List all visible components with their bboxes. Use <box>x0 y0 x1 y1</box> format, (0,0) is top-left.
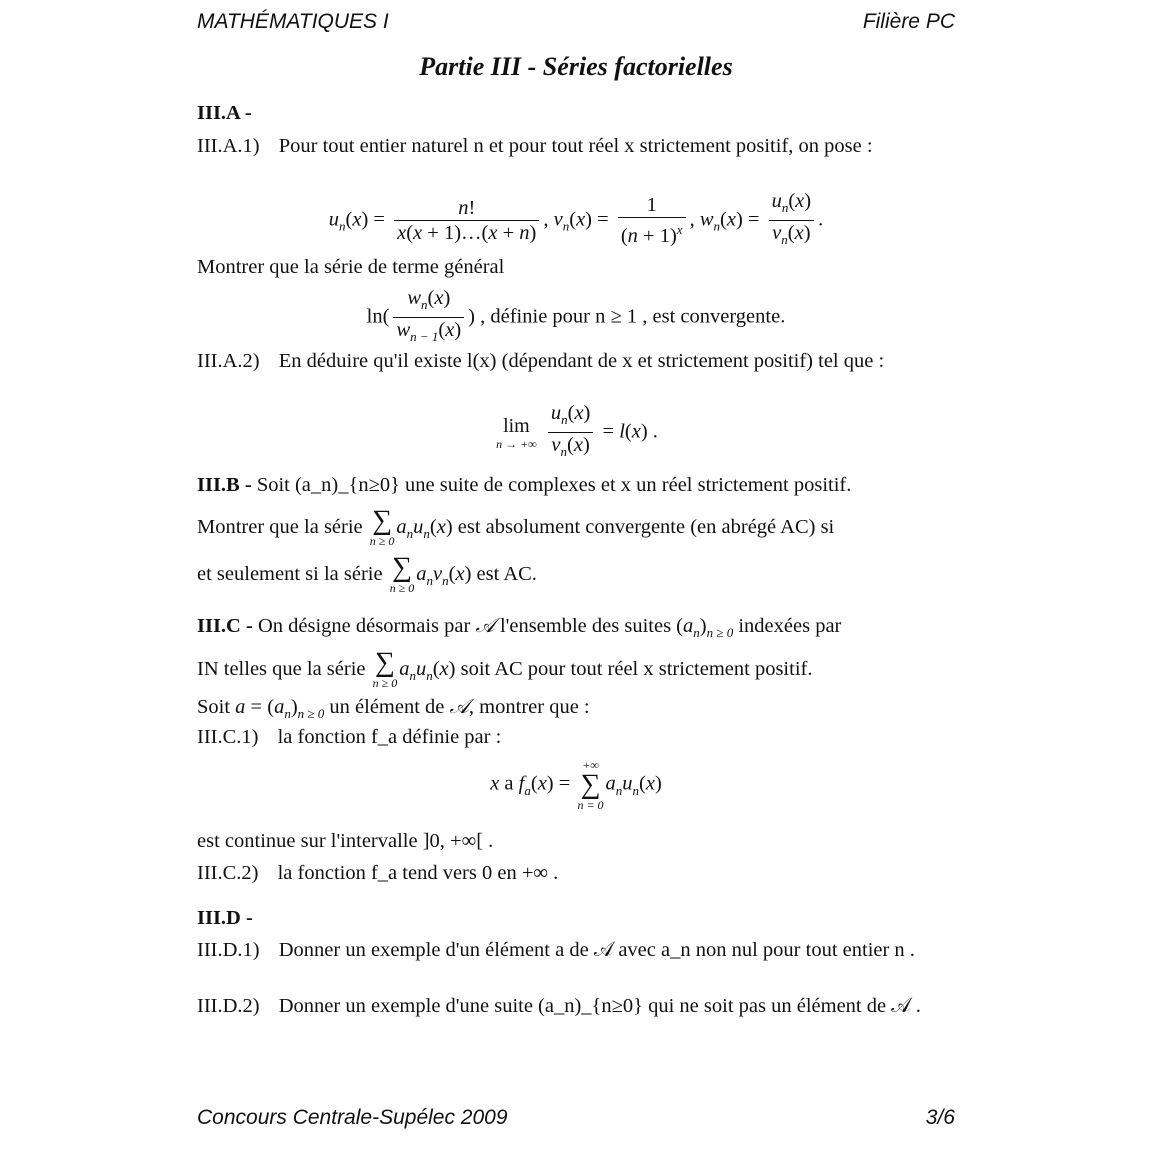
paragraph-IIID2 <box>197 994 955 1019</box>
text-IIIA2: En déduire qu'il existe l(x) (dépendant de x et strictement positif) tel que : <box>278 350 885 372</box>
paragraph-IIIC2 <box>197 861 955 886</box>
section-heading-IIID: III.D - <box>197 907 253 929</box>
text-IIIC-1b: l'ensemble des suites <box>499 615 672 637</box>
text-IIID2: Donner un exemple d'une suite (a_n)_{n≥0} qui ne soit pas un élément de 𝒜 . <box>278 995 921 1017</box>
paragraph-IIIC1 <box>197 725 955 750</box>
text-IIIC-1c: indexées par <box>738 615 842 637</box>
text-IIIC2: la fonction f_a tend vers 0 en +∞ . <box>277 862 559 884</box>
header-subject: MATHÉMATIQUES I <box>197 10 389 33</box>
footer-page-number: 3/6 <box>925 1106 955 1129</box>
paragraph-IIIB-1 <box>197 473 955 498</box>
text-IIIA1-tail: , définie pour n ≥ 1 , est convergente. <box>480 305 786 328</box>
section-heading-IIIA: III.A - <box>197 102 252 124</box>
text-IIIA1-show: Montrer que la série de terme général <box>197 256 505 278</box>
label-IIID2: III.D.2) <box>197 995 260 1017</box>
paragraph-IIIC-2: IN telles que la série ∑ n ≥ 0 $a_nu_n(x)$ soit AC pour tout réel x strictement positif. <box>197 647 813 690</box>
text-IIIC-2a: IN telles que la série <box>197 658 366 680</box>
paragraph-IIIA2 <box>197 349 955 374</box>
part-title: Partie III - Séries factorielles <box>419 52 733 81</box>
paragraph-IIIB-3: et seulement si la série ∑ n ≥ 0 $a_nv_n(x)$ est AC. <box>197 552 537 595</box>
label-IIIA1: III.A.1) <box>197 135 260 157</box>
text-IIIB-1: Soit (a_n)_{n≥0} une suite de complexes et x un réel strictement positif. <box>256 474 852 496</box>
header-track: Filière PC <box>862 10 955 33</box>
text-IIIC-2b: soit AC pour tout réel x strictement positif. <box>460 658 813 680</box>
section-heading-IIIC: III.C - <box>197 615 253 637</box>
text-IIID1: Donner un exemple d'un élément a de 𝒜 avec a_n non nul pour tout entier n . <box>278 939 915 961</box>
paragraph-IIIC-1: III.C - On désigne désormais par 𝒜 l'ensemble des suites $(a_n)_{n \ge 0}$ indexées par <box>197 613 842 641</box>
text-IIIC-3c: , montrer que : <box>468 696 590 718</box>
formula-uvw: $u_n(x)$ = $\frac{n!}{x(x + 1)\dots(x + n)}$ , $v_n(x)$ = $\frac{1}{(n + 1)^x}$ , $w_n(x)$ = $\frac{u_n(x)}{v_n(x)}$ . <box>328 190 824 248</box>
text-IIIC-1a: On désigne désormais par <box>257 615 471 637</box>
label-IIIA2: III.A.2) <box>197 350 260 372</box>
paragraph-IIIC-3: Soit $a = (a_n)_{n \ge 0}$ un élément de 𝒜, montrer que : <box>197 694 590 722</box>
text-IIIC1-after: est continue sur l'intervalle ]0, +∞[ . <box>197 830 494 852</box>
paragraph-IIID1 <box>197 938 955 963</box>
text-IIIA1: Pour tout entier naturel n et pour tout réel x strictement positif, on pose : <box>278 135 873 157</box>
label-IIIC2: III.C.2) <box>197 862 259 884</box>
footer-contest: Concours Centrale-Supélec 2009 <box>197 1106 508 1129</box>
text-IIIC1: la fonction f_a définie par : <box>277 726 502 748</box>
text-IIIB-2a: Montrer que la série <box>197 516 363 538</box>
formula-log-series: ln( $\frac{w_n(x)}{w_{n - 1}(x)}$ ) , définie pour n ≥ 1 , est convergente. <box>366 287 786 345</box>
paragraph-IIIB-2: Montrer que la série ∑ n ≥ 0 $a_nu_n(x)$ est absolument convergente (en abrégé AC) si <box>197 505 835 548</box>
label-IIID1: III.D.1) <box>197 939 260 961</box>
text-IIIC-3b: un élément de <box>329 696 445 718</box>
text-IIIC-3a: Soit <box>197 696 231 718</box>
text-IIIB-2b: est absolument convergente (en abrégé AC) si <box>457 516 835 538</box>
label-IIIC1: III.C.1) <box>197 726 259 748</box>
formula-limit: lim n → +∞ $\frac{u_n(x)}{v_n(x)}$ = l(x) . <box>496 402 658 460</box>
section-heading-IIIB: III.B - <box>197 474 252 496</box>
text-IIIB-3b: est AC. <box>476 563 537 585</box>
paragraph-IIIA1 <box>197 134 955 159</box>
formula-fa: x a $f_a(x)$ = +∞ ∑ n = 0 $a_nu_n(x)$ <box>490 758 662 812</box>
text-IIIB-3a: et seulement si la série <box>197 563 383 585</box>
